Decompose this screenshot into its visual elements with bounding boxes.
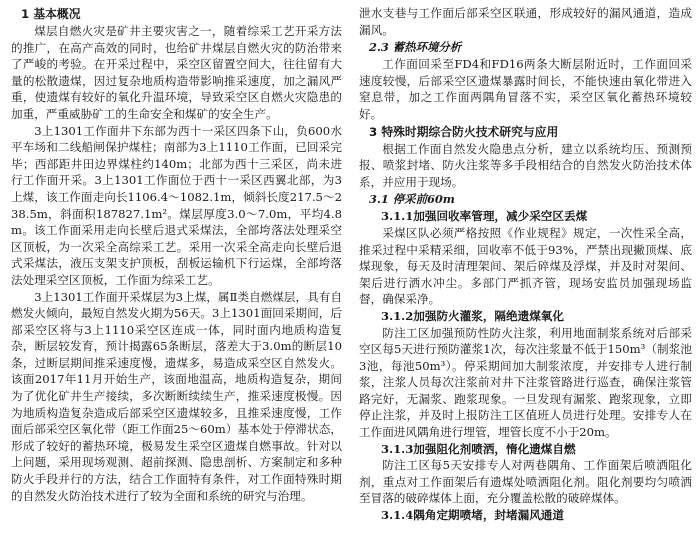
- item-heading-3-1-2: 3.1.2加强防火灌浆，隔绝遗煤氧化: [381, 308, 564, 323]
- paragraph-leak-continued: 泄水支巷与工作面后部采空区联通，形成较好的漏风通道，造成漏风。: [359, 6, 692, 37]
- left-column: [11, 5, 342, 504]
- paragraph-overview: 煤层自燃火灾是矿井主要灾害之一，随着综采工艺开采方法的推广，在高产高效的同时，也给矿井煤层自燃火灾的防治带来了严峻的考验。在开采过程中，采空区留置空间大，往往留有大量的松散遗煤，因过复杂地质构造带影响推采速度，加之漏风严重，使遗煤有较好的氧化升温环境，导致采空区自燃火灾隐患的加重，严重威胁矿工的生命安全和煤矿的安全生产。: [11, 24, 342, 121]
- paragraph-fire-system: 根据工作面自然发火隐患点分析，建立以系统均压、预测预报、喷浆封堵、防火注浆等多手段相结合的自然发火防治技术体系，并应用于现场。: [359, 141, 692, 189]
- item-heading-3-1-1: 3.1.1加强回收率管理，减少采空区丢煤: [381, 209, 588, 224]
- paragraph-inhibitor: 防注工区每5天安排专人对两巷隅角、工作面架后喷洒阻化剂，重点对工作面架后有遗煤处喷洒阻化剂。阻化剂要均匀喷洒至冒落的破碎煤体上面，充分覆盖松散的破碎煤体。: [359, 458, 692, 506]
- section-heading-1: 1 基本概况: [21, 7, 81, 21]
- item-heading-3-1-4: 3.1.4隅角定期喷堵，封堵漏风通道: [381, 508, 564, 523]
- paragraph-grouting: 防注工区加强预防性防火注浆，利用地面制浆系统对后部采空区每5天进行预防灌浆1次，每次注浆量不低于150m³（制浆池3池，每池50m³）。停采期间加大制浆浓度，并安排专人进行制浆，注浆人员每次注浆前对井下注浆管路进行巡查，确保注浆管路完好，无漏浆、跑浆现象。一旦发现有漏浆、跑浆现象，立即停止注浆，并及时上报防注工区值班人员进行处理。安排专人在工作面进风隅角进行埋管，埋管长度不小于20m。: [359, 325, 692, 440]
- paragraph-spontaneous-combustion: 3上1301工作面开采煤层为3上煤，属Ⅱ类自燃煤层，具有自燃发火倾向，最短自然发火期为56天。3上1301面回采期间，后部采空区将与3上1110采空区连成一体，同时面内地质构造复杂，断层较发育，预计揭露65条断层，落差大于3.0m的断层10条，过断层期间推采速度慢，遗煤多，易造成采空区自然发火。该面2017年11月开始生产，该面地温高，地质构造复杂，期间为了优化矿井生产接续，多次断断续续生产，推采速度极慢。因为地质构造复杂造成后部采空区遗煤较多，且推采速度慢，工作面后部采空区氧化带（距工作面25～60m）基本处于停滞状态，形成了较好的蓄热环境，极易发生采空区遗煤自燃事故。针对以上问题，采用现场观测、超前探测、隐患剖析、方案制定和多种防火手段并行的方法，结合工作面特有条件，对工作面特殊时期的自然发火防治技术进行了较为全面和系统的研究与治理。: [11, 289, 342, 503]
- paragraph-heat-environment: 工作面回采至FD4和FD16两条大断层附近时，工作面回采速度较慢，后部采空区遗煤暴露时间长，不能快速由氧化带进入窒息带，加之工作面两隅角冒落不实，采空区氧化蓄热环境较好。: [359, 57, 692, 121]
- right-column: [359, 5, 692, 524]
- paragraph-recovery-management: 采煤区队必须严格按照《作业规程》规定，一次性采全高，推采过程中采精采细，回收率不低于93%，严禁出现撇顶煤、底煤现象，每天及时清理架间、架后碎煤及浮煤，并及时对架间、架后进行洒水冲尘。多部门严抓齐管，现场安监员加强现场监督，确保采净。: [359, 225, 692, 307]
- item-heading-3-1-3: 3.1.3加强阻化剂喷洒，惰化遗煤自燃: [381, 441, 576, 456]
- subsection-heading-3-1: 3.1 停采前60m: [369, 192, 455, 207]
- paragraph-workface-location: 3上1301工作面井下东部为西十一采区四条下山，负600水平车场和二线船闸保护煤柱；南部为3上1110工作面，已回采完毕；西部距井田边界煤柱约140m；北部为西十三采区，尚未进行工作面开采。3上1301工作面位于西十一采区西翼北部，为3上煤，该工作面走向长1106.4～1082.1m，倾斜长度217.5～238.5m，斜面积187827.1m²。煤层厚度3.0～7.0m，平均4.8m。该工作面采用走向长壁后退式采煤法，全部垮落法处理采空区顶板，为一次采全高综采工艺。采用一次采全高走向长壁后退式采煤法，液压支架支护顶板，刮板运输机下行运煤，全部垮落法处理采空区顶板，工作面为综采工艺。: [11, 123, 342, 287]
- section-heading-3: 3 特殊时期综合防火技术研究与应用: [369, 124, 559, 139]
- subsection-heading-2-3: 2.3 蓄热环境分析: [369, 40, 462, 55]
